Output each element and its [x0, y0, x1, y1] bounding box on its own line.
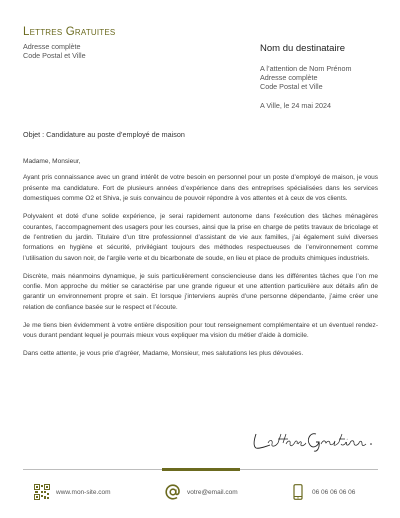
recipient-name: Nom du destinataire: [260, 43, 346, 54]
paragraph-5: Dans cette attente, je vous prie d’agréer, Madame, Monsieur, mes salutations les plus dévouées.: [23, 350, 304, 358]
sender-postal: Code Postal et Ville: [23, 51, 86, 60]
at-sign-icon: [165, 484, 181, 500]
footer-website[interactable]: [34, 483, 111, 501]
footer-phone[interactable]: [290, 483, 355, 501]
letter-date: A Ville, le 24 mai 2024: [260, 101, 331, 110]
phone-text: 06 06 06 06 06: [312, 488, 356, 496]
paragraph-4: Je me tiens bien évidemment à votre entière disposition pour tout renseignement complémentaire et un éventuel rendez-vous durant pendant lequel je pourrais mieux vous expliquer ma vision du métier d’aide à domicile.: [23, 321, 378, 340]
mobile-phone-icon: [290, 484, 306, 500]
recipient-address: Adresse complète: [260, 73, 318, 82]
paragraph-1: Ayant pris connaissance avec un grand intérêt de votre besoin en personnel pour un poste d’employé de maison, je vous présente ma candidature. Fort de plusieurs années d’expérience dans des entreprises spécialisées dans les services domestiques comme O2 et Shiva, je suis convaincu de pouvoir répondre à vos attentes et à ceux de vos clients.: [23, 174, 378, 203]
footer-email[interactable]: [165, 483, 238, 501]
email-text: votre@email.com: [187, 488, 238, 496]
letter-object: Objet : Candidature au poste d’employé de maison: [23, 130, 185, 139]
paragraph-3: Discrète, mais néanmoins dynamique, je suis particulièrement consciencieuse dans les différentes tâches que l’on me confie. Mon approche du métier se caractérise par une grande rigueur et une attention particulière aux détails afin de garantir un environnement propre et sain. Et lorsque j’interviens auprès d’une personne dépendante, j’aime créer une relation de confiance basée sur le respect et l’écoute.: [23, 272, 378, 311]
sender-address: Adresse complète: [23, 42, 81, 51]
sender-name: Lettres Gratuites: [23, 26, 116, 38]
footer-accent-bar: [162, 468, 240, 471]
handwritten-signature: [250, 428, 380, 452]
recipient-postal: Code Postal et Ville: [260, 82, 323, 91]
paragraph-2: Polyvalent et doté d’une solide expérience, je serai rapidement autonome dans l’exécution des tâches ménagères courantes, l’accompagnement des usagers pour les courses, ainsi que la prise en charge de petits travaux de bricolage et de l’entretien du jardin. Titulaire d’un titre professionnel d’assistant de vie aux familles, j’ai également suivi diverses formations en hygiène et sécurité, privilégiant toujours des méthodes respectueuses de l’environnement comme l’utilisation du savon noir, de l’argile verte et du bicarbonate de soude, en lieu et place de produits chimiques industriels.: [23, 213, 378, 262]
greeting: Madame, Monsieur,: [23, 158, 81, 165]
recipient-attention: A l’attention de Nom Prénom: [260, 64, 352, 73]
website-text: www.mon-site.com: [56, 488, 111, 496]
qr-code-icon: [34, 484, 50, 500]
letter-body: [23, 157, 378, 367]
